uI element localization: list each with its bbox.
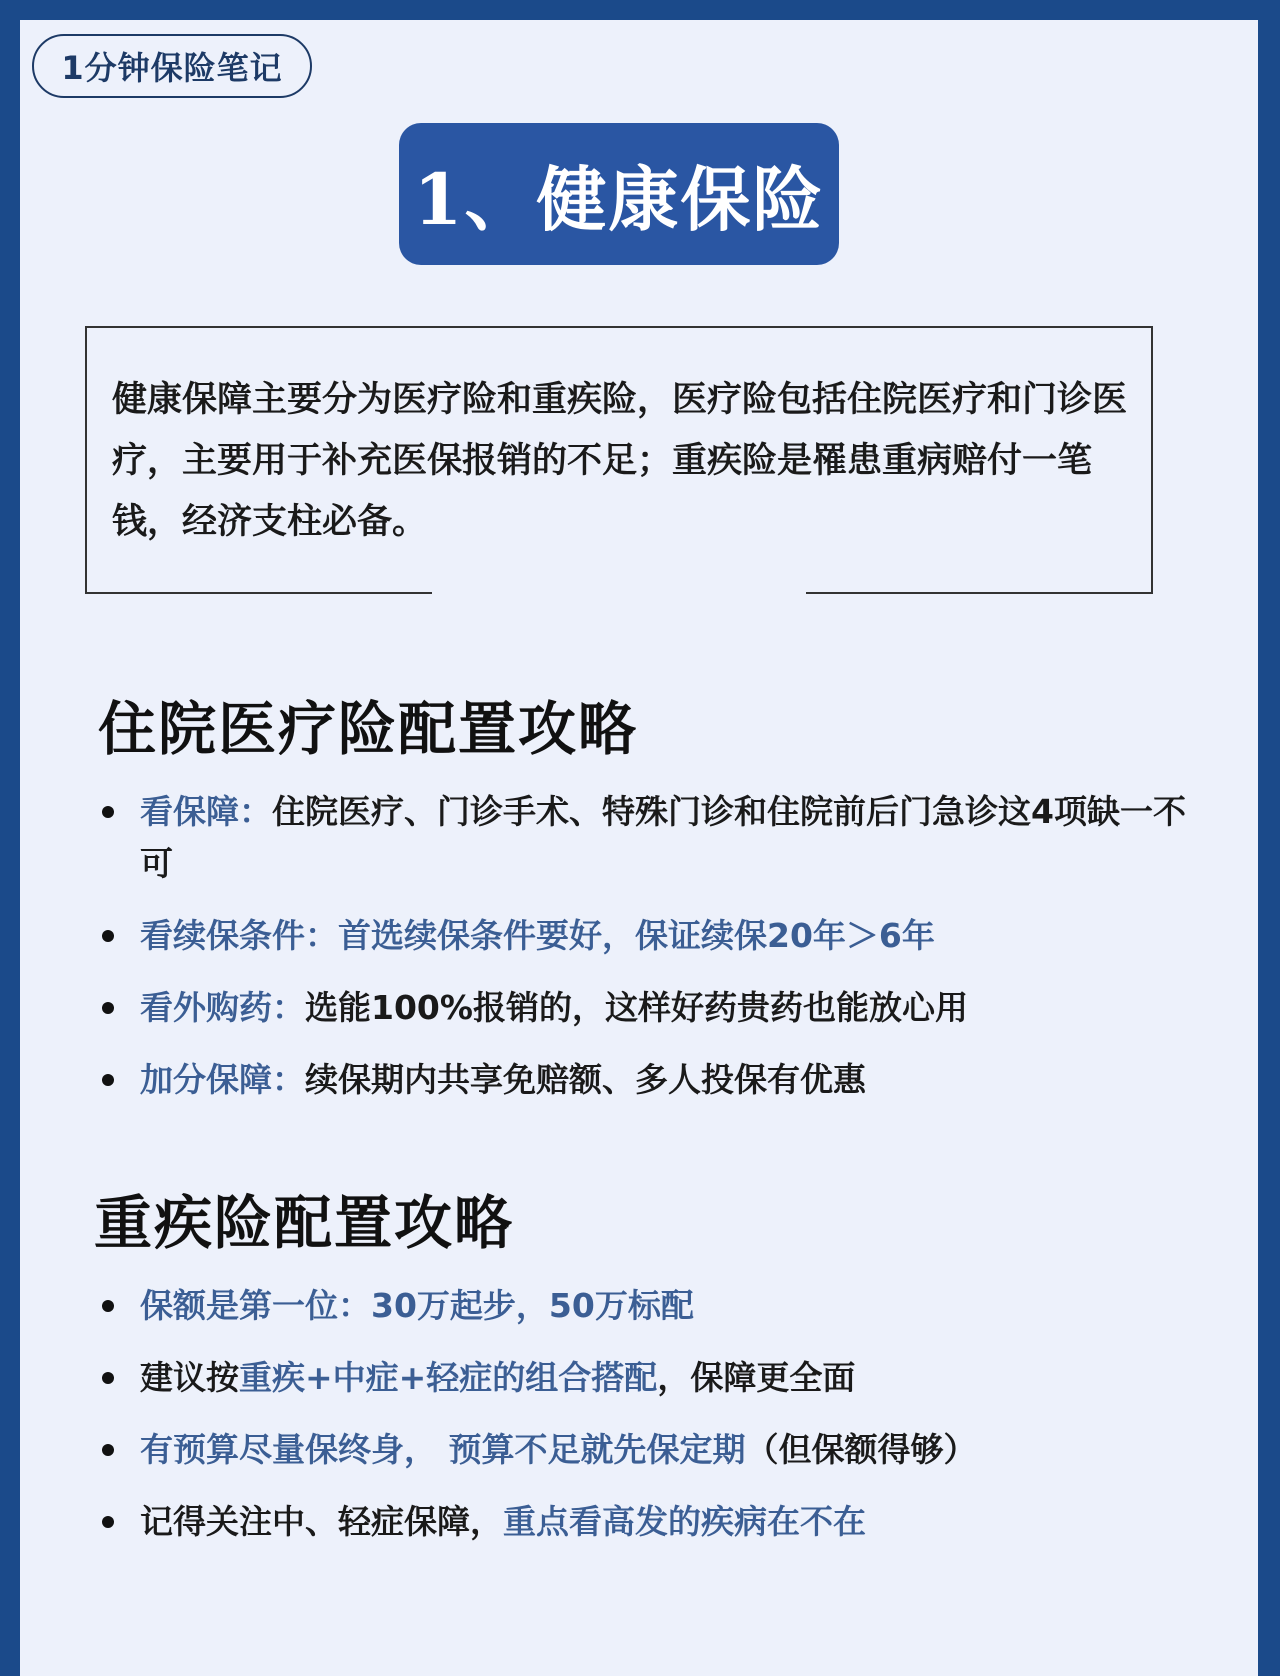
- hospital-bullet-list: [102, 786, 1202, 1126]
- list-item: [102, 1280, 1202, 1332]
- intro-frame-bottom-right: [806, 592, 1153, 594]
- bullet-dot: [102, 1444, 114, 1456]
- page-title: 1、健康保险: [399, 123, 839, 265]
- bullet-dot: [102, 806, 114, 818]
- item-text: 续保期内共享免赔额、多人投保有优惠: [305, 1060, 866, 1099]
- item-highlight: 重疾+中症+轻症的组合搭配: [239, 1358, 658, 1397]
- item-label: 看外购药：: [140, 988, 305, 1027]
- bullet-dot: [102, 1516, 114, 1528]
- item-highlight: 有预算尽量保终身， 预算不足就先保定期: [140, 1430, 746, 1469]
- list-item: [102, 1424, 1202, 1476]
- item-label: 看续保条件：首选续保条件要好，保证续保20年＞6年: [140, 916, 935, 955]
- item-text-post: （但保额得够）: [745, 1430, 977, 1469]
- intro-paragraph: 健康保障主要分为医疗险和重疾险，医疗险包括住院医疗和门诊医疗，主要用于补充医保报销的不足；重疾险是罹患重病赔付一笔钱，经济支柱必备。: [112, 380, 1128, 542]
- item-highlight: 保额是第一位：30万起步，50万标配: [140, 1286, 694, 1325]
- list-item: [102, 786, 1202, 890]
- item-text-pre: 记得关注中、轻症保障，: [140, 1502, 503, 1541]
- item-label: 加分保障：: [140, 1060, 305, 1099]
- list-item: [102, 910, 1202, 962]
- list-item: [102, 1496, 1202, 1548]
- item-text-post: ，保障更全面: [657, 1358, 856, 1397]
- bullet-dot: [102, 1002, 114, 1014]
- list-item: [102, 1352, 1202, 1404]
- intro-frame-bottom-left: [85, 592, 432, 594]
- section-heading-critical-illness: 重疾险配置攻略: [94, 1189, 515, 1257]
- list-item: [102, 982, 1202, 1034]
- section-heading-hospital: 住院医疗险配置攻略: [98, 695, 639, 763]
- critical-illness-bullet-list: [102, 1280, 1202, 1568]
- bullet-dot: [102, 1372, 114, 1384]
- bullet-dot: [102, 930, 114, 942]
- item-text: 选能100%报销的，这样好药贵药也能放心用: [305, 988, 968, 1027]
- list-item: [102, 1054, 1202, 1106]
- bullet-dot: [102, 1300, 114, 1312]
- item-text-pre: 建议按: [140, 1358, 239, 1397]
- item-text: 住院医疗、门诊手术、特殊门诊和住院前后门急诊这4项缺一不可: [140, 792, 1186, 883]
- series-tag: 1分钟保险笔记: [32, 34, 312, 98]
- item-highlight: 重点看高发的疾病在不在: [503, 1502, 866, 1541]
- item-label: 看保障：: [140, 792, 272, 831]
- bullet-dot: [102, 1074, 114, 1086]
